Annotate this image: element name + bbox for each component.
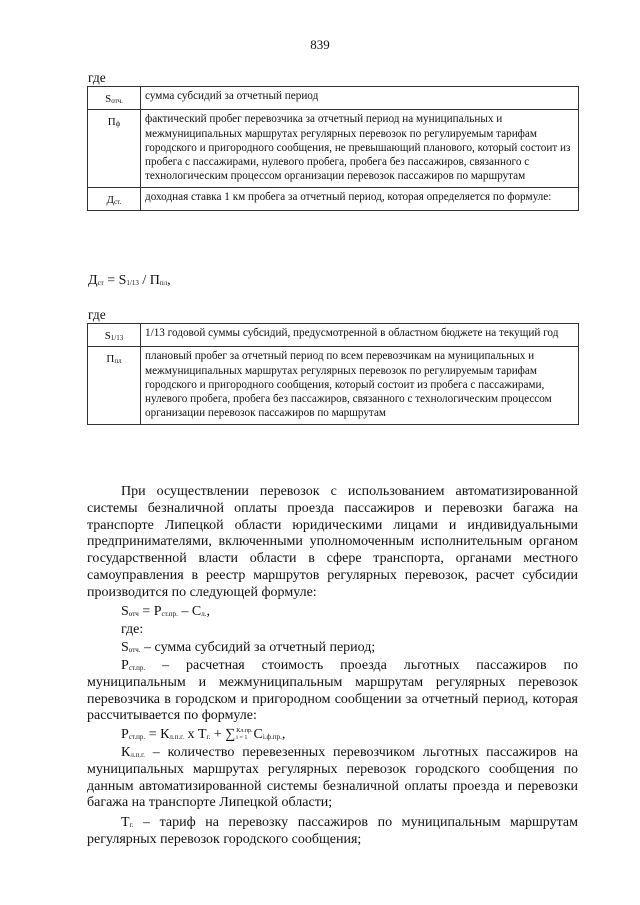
text-line: $К_{л.п.г.}$ – количество перевезенных перевозчиком льготных пассажиров на [121, 745, 578, 760]
definition-tariff [87, 815, 578, 849]
formula-subsidy: $S_{отч} = Р_{ст.пр.} - С_{л.}$, [121, 604, 210, 619]
where-label: где [88, 307, 106, 322]
paragraph-subsidy-calc [87, 484, 578, 602]
table-row [88, 347, 579, 424]
table-row [88, 110, 579, 187]
table-row [88, 324, 579, 347]
definition-estimated-cost [87, 658, 578, 725]
where-label: где: [121, 622, 144, 637]
definition-cell: доходная ставка 1 км пробега за отчетный период, которая определяется по формуле: [141, 187, 579, 210]
formula-income-rate: $Д_{ст} = S_{1/13} / П_{пл}$, [88, 273, 171, 288]
definition-cell: сумма субсидий за отчетный период [141, 87, 579, 110]
text-line: рассчитывается по формуле: [87, 708, 257, 724]
definition-cell: фактический пробег перевозчика за отчетный период на муниципальных и межмуниципальных маршрутах регулярных перевозок по регулируемым тарифам городского и пригородного сообщения, не превышающий планового, который состоит из пробега с пассажирами, нулевого пробега, пробега без пассажиров, связанного с технологическим процессом организации перевозок пассажиров по маршрутам [141, 110, 579, 187]
table-row [88, 87, 579, 110]
text-line: самоуправления в реестр маршрутов регулярных перевозок, расчет субсидии [87, 567, 578, 583]
symbol-cell: $S_{1/13}$ [88, 324, 141, 347]
formula-estimated-cost: $Р_{ст.пр.} = К_{л.п.г.}$ х $Т_{г.}$ + ∑ Кл.пр. i = 1 $С_{i.ф.пр.}$, [121, 727, 286, 742]
symbol-cell: $Д_{ст.}$ [88, 187, 141, 210]
page-number: 839 [310, 37, 330, 52]
text-line: транспорте Липецкой области юридическими лицами и индивидуальными [87, 517, 578, 533]
table-row [88, 187, 579, 210]
symbol-cell: $П_ф$ [88, 110, 141, 187]
text-line: данным автоматизированной системы безналичной оплаты проезда и перевозки [87, 778, 578, 794]
definitions-table-2 [87, 323, 579, 425]
text-line: системы безналичной оплаты проезда пассажиров и перевозки багажа на [87, 500, 578, 516]
symbol-cell: $П_{пл}$ [88, 347, 141, 424]
text-line: регулярных перевозок городского сообщения; [87, 831, 362, 847]
text-line: муниципальным и межмуниципальным маршрутам регулярных перевозок [87, 674, 578, 690]
where-label: где [88, 70, 106, 85]
text-line: $Т_{г.}$ – тариф на перевозку пассажиров по муниципальным маршрутам [121, 815, 578, 830]
text-line: производится по следующей формуле: [87, 584, 317, 600]
definition-cell: плановый пробег за отчетный период по всем перевозчикам на муниципальных и межмуниципальных маршрутах регулярных перевозок по регулируемым тарифам городского и пригородного сообщения, который состоит из пробега с пассажирами, нулевого пробега, пробега без пассажиров, связанного с технологическим процессом организации перевозок пассажиров по маршрутам [141, 347, 579, 424]
definition-privileged-count [87, 745, 578, 812]
text-line: предпринимателями, включенными уполномоченным исполнительным органом [87, 534, 578, 550]
text-line: государственной власти области в сфере транспорта, органами местного [87, 551, 578, 567]
definition-subsidy: $S_{отч.}$ – сумма субсидий за отчетный период; [121, 640, 376, 655]
symbol-cell: $S_{отч.}$ [88, 87, 141, 110]
text-line: багажа на транспорте Липецкой области; [87, 795, 333, 811]
text-line: $Р_{ст.пр.}$ – расчетная стоимость проезда льготных пассажиров по [121, 658, 578, 673]
definition-cell: 1/13 годовой суммы субсидий, предусмотренной в областном бюджете на текущий год [141, 324, 579, 347]
text-line: перевозчика в городском и пригородном сообщении за отчетный период, которая [87, 691, 578, 707]
text-line: муниципальных маршрутах регулярных перевозок городского сообщения по [87, 761, 578, 777]
text-line: При осуществлении перевозок с использованием автоматизированной [121, 484, 578, 499]
definitions-table-1 [87, 86, 579, 211]
